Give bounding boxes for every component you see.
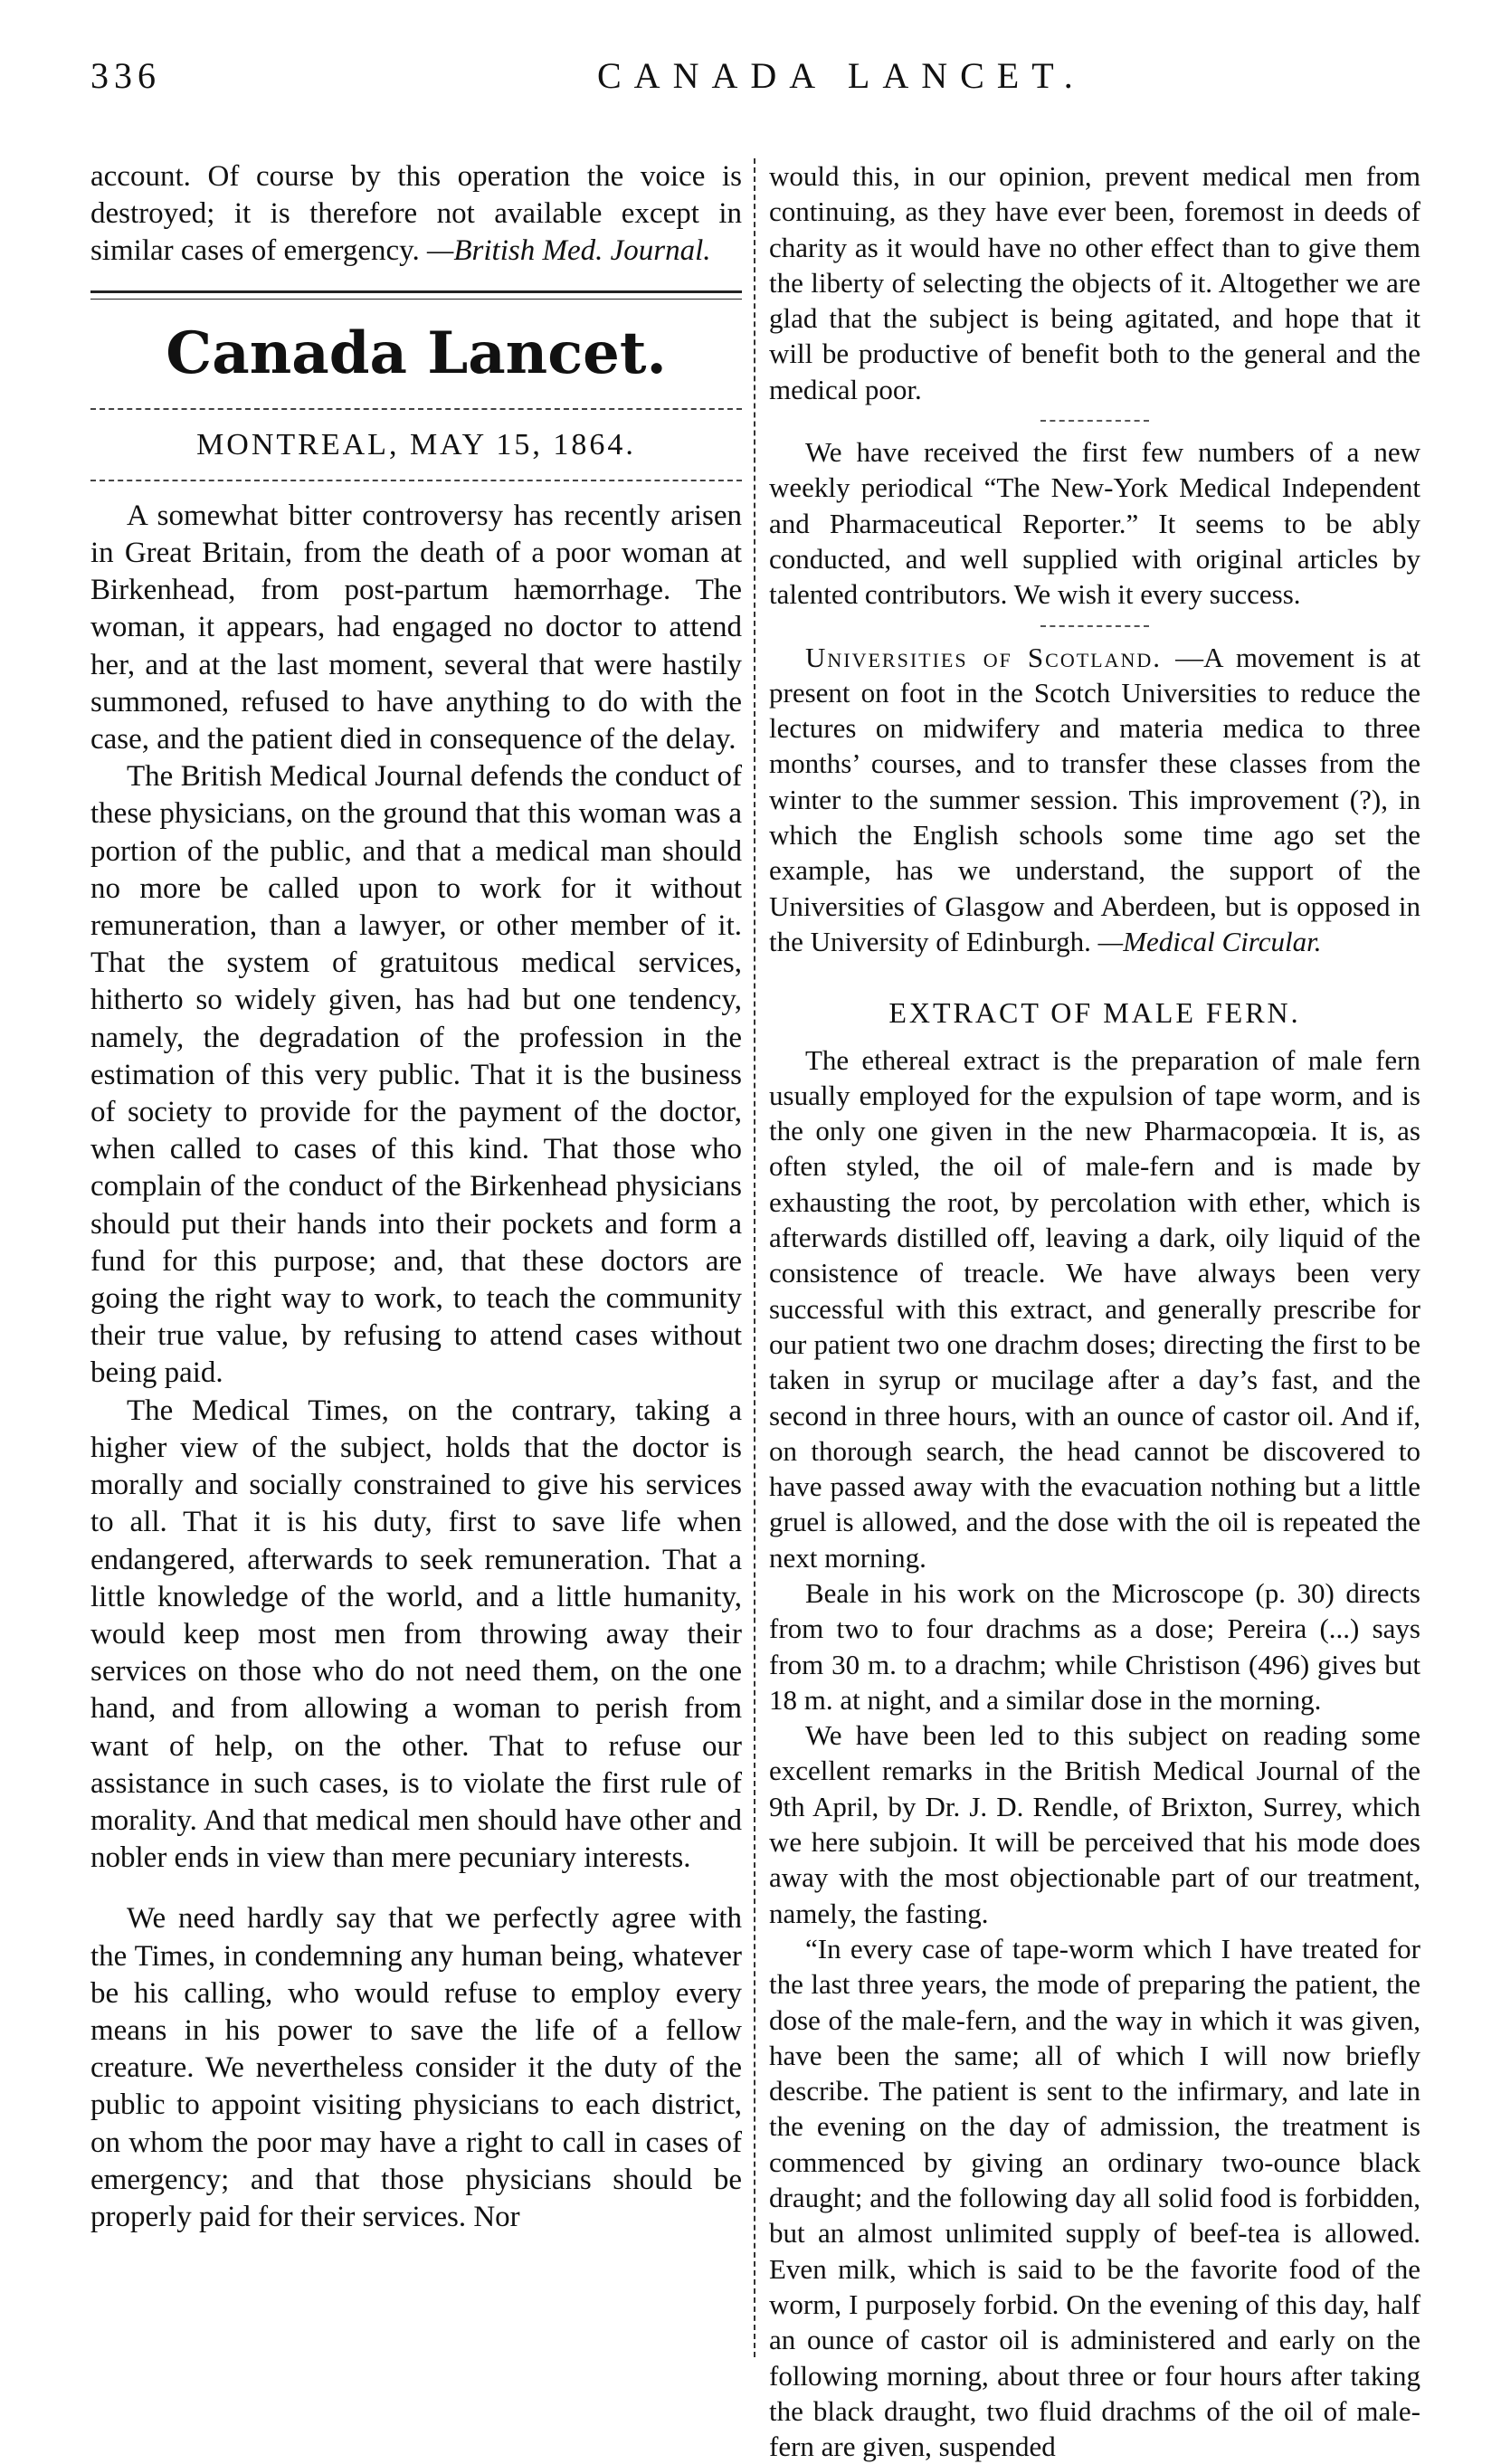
carryover-source: —British Med. Journal. — [427, 234, 711, 268]
running-head — [90, 54, 1411, 109]
editorial-paragraph-4: We need hardly say that we perfectly agree with the Times, in condemning any human being, whatever be his calling, who would refuse to employ every means in his power to save the life of a fellow creature. We nevertheless consider it the duty of the public to appoint visiting physicians to each district, on whom the poor may have a right to call in cases of emergency; and that those physicians should be properly paid for their services. Nor — [90, 1902, 742, 2233]
extract-paragraph-2: Beale in his work on the Microscope (p. 30) directs from two to four drachms as a dose; Pereira (...) says from 30 m. to a drachm; while Christison (496) gives but 18 m. at night, and a similar dose in the morning. — [769, 1576, 1420, 1716]
right-column — [769, 158, 1420, 2464]
column-divider — [754, 158, 755, 2357]
continuation-paragraph: would this, in our opinion, prevent medical men from continuing, as they have ever been, foremost in deeds of charity as it would have no other effect than to give them the liberty of selecting the objects of it. Altogether we are glad that the subject is being agitated, and hope that it will be productive of benefit both to the general and the medical poor. — [769, 160, 1420, 405]
universities-paragraph — [769, 640, 1420, 960]
masthead-title: Canada Lancet. — [166, 319, 667, 387]
extract-paragraph-4: “In every case of tape-worm which I have treated for the last three years, the mode of preparing the patient, the dose of the male-fern, and the way in which it was given, have been the same; all of which I will now briefly describe. The patient is sent to the infirmary, and late in the evening on the day of admission, the treatment is commenced by giving an ordinary two-ounce black draught; and the following day all solid food is forbidden, but an almost unlimited supply of beef-tea is allowed. Even milk, which is said to be the favorite food of the worm, I purposely forbid. On the evening of this day, half an ounce of castor oil is administered and early on the following morning, about three or four hours after taking the black draught, two fluid drachms of the oil of male-fern are given, suspended — [769, 1932, 1420, 2463]
extract-paragraph-3: We have been led to this subject on reading some excellent remarks in the British Medical Journal of the 9th April, by Dr. J. D. Rendle, of Brixton, Surrey, which we here subjoin. It will be perceived that his mode does away with the most objectionable part of our treatment, namely, the fasting. — [769, 1719, 1420, 1929]
dateline-rule — [90, 480, 742, 481]
editorial-paragraph-3: The Medical Times, on the contrary, taking a higher view of the subject, holds that the doctor is morally and socially constrained to give his services to all. That it is his duty, first to save life when endangered, afterwards to seek remuneration. That a little knowledge of the world, and a little humanity, would keep most men from throwing away their services on those who do not need them, on the one hand, and from allowing a woman to perish from want of help, on the other. That to refuse our assistance in such cases, is to violate the first rule of morality. And that medical men should have other and nobler ends in view than mere pecuniary interests. — [90, 1394, 742, 1875]
masthead-top-rule — [90, 290, 742, 300]
extract-heading: EXTRACT OF MALE FERN. — [888, 996, 1301, 1030]
section-separator — [1040, 625, 1149, 627]
masthead-bottom-rule — [90, 408, 742, 410]
dateline: MONTREAL, MAY 15, 1864. — [196, 427, 636, 461]
editorial-paragraph-1: A somewhat bitter controversy has recently arisen in Great Britain, from the death of a poor woman at Birkenhead, from post-partum hæmorrhage. The woman, it appears, had engaged no doctor to attend her, and at the last moment, several that were hastily summoned, refused to have anything to do with the case, and the patient died in consequence of the delay. — [90, 499, 742, 756]
carryover-text: account. Of course by this operation the voice is destroyed; it is therefore not available except in similar cases of emergency. — [90, 160, 742, 268]
universities-source: —Medical Circular. — [1097, 925, 1322, 957]
extract-paragraph-1: The ethereal extract is the preparation of male fern usually employed for the expulsion of tape worm, and is the only one given in the new Pharmacopœia. It is, as often styled, the oil of male-fern and is made by exhausting the root, by percolation with ether, which is afterwards distilled off, leaving a dark, oily liquid of the consistence of treacle. We have always been very successful with this extract, and generally prescribe for our patient two one drachm doses; directing the first to be taken in syrup or mucilage after a day’s fast, and the second in three hours, with an ounce of castor oil. And if, on thorough search, the head cannot be discovered to have passed away with the evacuation nothing but a little gruel is allowed, and the dose with the oil is repeated the next morning. — [769, 1043, 1420, 1574]
universities-text: —A movement is at present on foot in the Scotch Universities to reduce the lectures on midwifery and materia medica to three months’ courses, and to transfer these classes from the winter to the summer session. This improvement (?), in which the English schools some time ago set the example, has we understand, the support of the Universities of Glasgow and Aberdeen, but is opposed in the University of Edinburgh. — [769, 641, 1420, 957]
page-number: 336 — [90, 55, 161, 96]
paragraph-gap — [90, 1877, 742, 1900]
running-head-title: CANADA LANCET. — [597, 55, 1086, 96]
universities-heading: Universities of Scotland. — [805, 641, 1163, 673]
editorial-paragraph-2: The British Medical Journal defends the conduct of these physicians, on the ground that this woman was a portion of the public, and that a medical man should no more be called upon to work for it without remuneration, than a lawyer, or other member of it. That the system of gratuitous medical services, hitherto so widely given, has had but one tendency, namely, the degradation of the profession in the estimation of this very public. That it is the business of society to provide for the payment of the doctor, when called to cases of this kind. That those who complain of the conduct of the Birkenhead physicians should put their hands into their pockets and form a fund for this purpose; and, that these doctors are going the right way to work, to teach the community their true value, by refusing to attend cases without being paid. — [90, 760, 742, 1390]
section-separator — [1040, 420, 1149, 422]
carryover-paragraph — [90, 158, 742, 271]
periodical-notice: We have received the first few numbers of a new weekly periodical “The New-York Medical Independent and Pharmaceutical Reporter.” It seems to be ably conducted, and well supplied with original articles by talented contributors. We wish it every success. — [769, 436, 1420, 611]
left-column — [90, 158, 742, 2236]
